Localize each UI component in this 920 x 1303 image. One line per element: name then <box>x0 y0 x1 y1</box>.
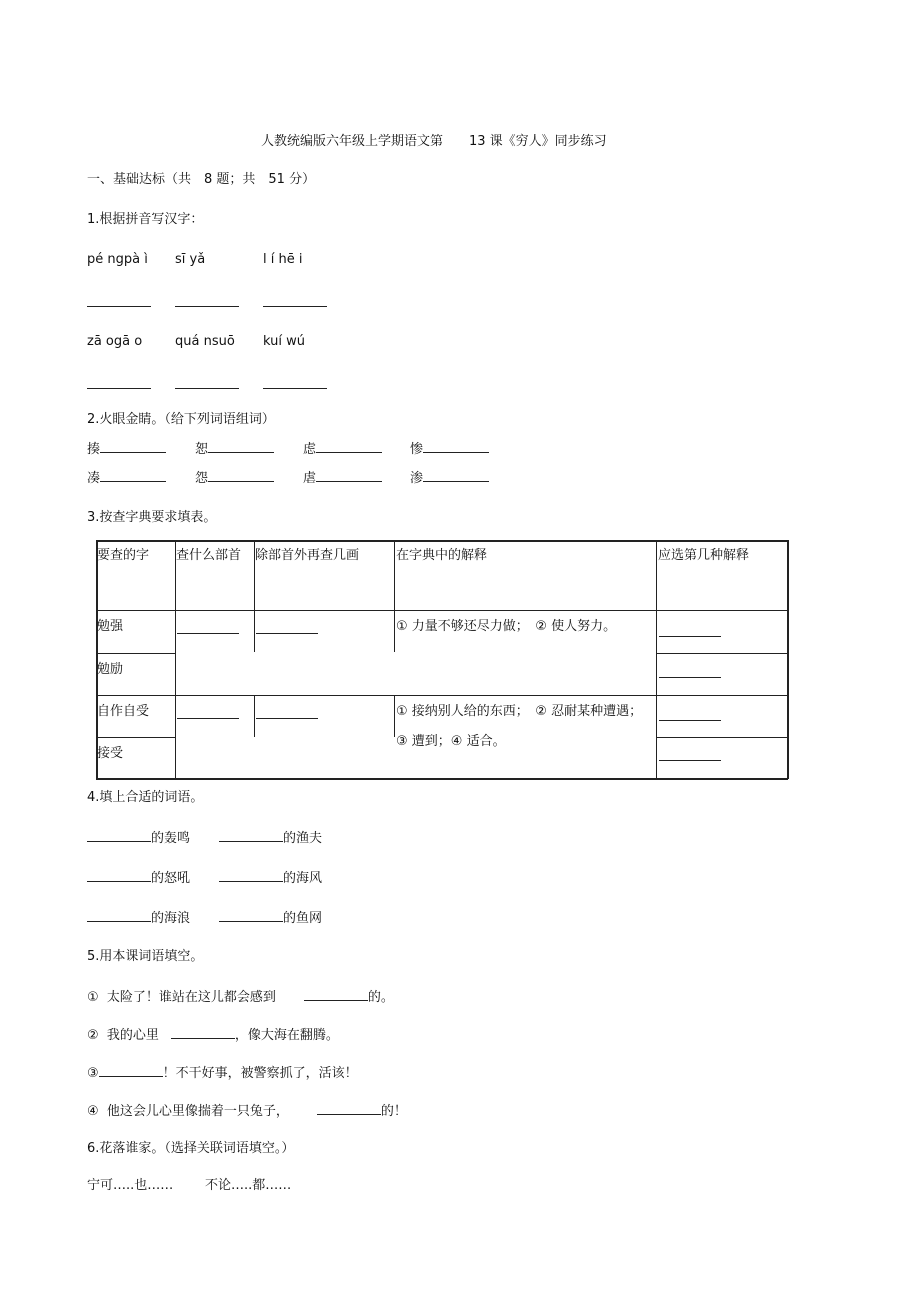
q1-prompt: 1.根据拼音写汉字： <box>87 212 204 227</box>
stroke-count-blank[interactable] <box>256 633 318 634</box>
q2-blank[interactable] <box>208 469 274 482</box>
q4-item <box>87 829 190 847</box>
q2-char <box>195 469 274 487</box>
q2-blank[interactable] <box>100 440 166 453</box>
q1-blank-5[interactable] <box>175 388 239 389</box>
section-heading: 一、基础达标（共 8 题；共 51 分） <box>87 172 316 187</box>
q1-blank-3[interactable] <box>263 306 327 307</box>
choice-blank[interactable] <box>659 760 721 761</box>
q1-pinyin-6: kuí wú <box>263 334 305 349</box>
page-title: 人教统编版六年级上学期语文第 13 课《穷人》同步练习 <box>261 134 607 149</box>
radical-blank[interactable] <box>177 633 239 634</box>
q2-char-label: 恕 <box>195 442 209 457</box>
table-header-cell: 应选第几种解释 <box>658 548 750 563</box>
choice-blank[interactable] <box>659 720 721 721</box>
q4-item <box>219 869 322 887</box>
q4-prompt: 4.填上合适的词语。 <box>87 790 204 805</box>
q1-pinyin-3: l í hē i <box>263 252 303 267</box>
q4-blank[interactable] <box>219 869 283 882</box>
q2-char-label: 惨 <box>410 442 424 457</box>
choice-blank[interactable] <box>659 677 721 678</box>
q6-option: 不论…..都…… <box>205 1178 292 1193</box>
table-explanation-cell: ① 接纳别人给的东西； ② 忍耐某种遭遇；③ 遭到；④ 适合。 <box>396 704 643 749</box>
q4-word: 的怒吼 <box>151 871 191 886</box>
q6-prompt: 6.花落谁家。（选择关联词语填空。） <box>87 1141 295 1156</box>
table-col-divider <box>656 540 657 779</box>
stroke-count-blank[interactable] <box>256 718 318 719</box>
q4-blank[interactable] <box>87 829 151 842</box>
q1-blank-4[interactable] <box>87 388 151 389</box>
q2-char-label: 揍 <box>87 442 101 457</box>
q4-word: 的轰鸣 <box>151 831 191 846</box>
q5-prompt: 5.用本课词语填空。 <box>87 949 204 964</box>
table-border-bottom <box>96 778 788 780</box>
q6-option: 宁可…..也…… <box>87 1178 174 1193</box>
q4-blank[interactable] <box>87 909 151 922</box>
q2-char <box>410 469 489 487</box>
q4-word: 的海浪 <box>151 911 191 926</box>
q1-blank-1[interactable] <box>87 306 151 307</box>
table-header-cell: 查什么部首 <box>176 548 242 563</box>
q2-blank[interactable] <box>423 440 489 453</box>
q1-blank-2[interactable] <box>175 306 239 307</box>
q2-blank[interactable] <box>316 440 382 453</box>
table-row-divider <box>96 737 175 738</box>
q4-blank[interactable] <box>219 829 283 842</box>
q2-char <box>87 440 166 458</box>
q5-text: ② 我的心里 <box>87 1028 159 1043</box>
q5-item <box>87 1102 407 1120</box>
q4-item <box>87 909 190 927</box>
table-word-cell: 接受 <box>97 746 124 761</box>
q5-text: ！不干好事，被警察抓了，活该！ <box>162 1066 358 1081</box>
q2-prompt: 2.火眼金睛。（给下列词语组词） <box>87 412 275 427</box>
q5-text: ④ 他这会儿心里像揣着一只兔子， <box>87 1104 289 1119</box>
q5-text: ③ <box>87 1066 99 1081</box>
q5-item <box>87 988 394 1006</box>
radical-blank[interactable] <box>177 718 239 719</box>
q1-pinyin-5: quá nsuō <box>175 334 235 349</box>
q2-char-label: 怨 <box>195 471 209 486</box>
q5-text: ，像大海在翻腾。 <box>234 1028 339 1043</box>
q2-char-label: 虐 <box>303 471 317 486</box>
table-col-divider <box>254 610 255 652</box>
table-row-divider <box>96 610 788 611</box>
q5-item <box>87 1026 339 1044</box>
q2-char <box>87 469 166 487</box>
q4-word: 的渔夫 <box>283 831 323 846</box>
table-col-divider <box>394 695 395 737</box>
table-row-divider <box>96 695 788 696</box>
table-border-right <box>787 540 789 779</box>
q5-blank[interactable] <box>304 988 368 1001</box>
table-row-divider <box>656 737 788 738</box>
q2-blank[interactable] <box>316 469 382 482</box>
q2-blank[interactable] <box>100 469 166 482</box>
q5-item <box>87 1064 358 1082</box>
q4-word: 的鱼网 <box>283 911 323 926</box>
q1-pinyin-4: zā ogā o <box>87 334 143 349</box>
table-header-cell: 在字典中的解释 <box>396 548 488 563</box>
q2-char <box>410 440 489 458</box>
q2-blank[interactable] <box>423 469 489 482</box>
q1-pinyin-1: pé ngpà ì <box>87 252 148 267</box>
table-word-cell: 勉励 <box>97 662 124 677</box>
q4-blank[interactable] <box>219 909 283 922</box>
table-explanation-cell: ① 力量不够还尽力做； ② 使人努力。 <box>396 619 617 634</box>
table-row-divider <box>96 653 175 654</box>
table-word-cell: 自作自受 <box>97 704 150 719</box>
q2-char-label: 虑 <box>303 442 317 457</box>
q5-blank[interactable] <box>317 1102 381 1115</box>
table-row-divider <box>656 653 788 654</box>
q4-item <box>219 829 322 847</box>
q2-char-label: 渗 <box>410 471 424 486</box>
choice-blank[interactable] <box>659 636 721 637</box>
table-header-cell: 要查的字 <box>97 548 150 563</box>
q2-blank[interactable] <box>208 440 274 453</box>
q2-char-label: 凑 <box>87 471 101 486</box>
q5-text: 的！ <box>380 1104 407 1119</box>
q1-pinyin-2: sī yǎ <box>175 252 206 267</box>
q5-blank[interactable] <box>99 1064 163 1077</box>
q2-char <box>195 440 274 458</box>
q4-item <box>87 869 190 887</box>
q4-word: 的海风 <box>283 871 323 886</box>
q4-blank[interactable] <box>87 869 151 882</box>
q3-prompt: 3.按查字典要求填表。 <box>87 510 217 525</box>
q5-text: 的。 <box>367 990 394 1005</box>
q4-item <box>219 909 322 927</box>
q1-blank-6[interactable] <box>263 388 327 389</box>
q2-char <box>303 440 382 458</box>
q2-char <box>303 469 382 487</box>
table-col-divider <box>254 695 255 737</box>
q5-blank[interactable] <box>171 1026 235 1039</box>
table-header-cell: 除部首外再查几画 <box>255 548 360 563</box>
q5-text: ① 太险了！谁站在这儿都会感到 <box>87 990 276 1005</box>
table-col-divider <box>394 610 395 652</box>
table-word-cell: 勉强 <box>97 619 124 634</box>
table-col-divider <box>394 540 395 611</box>
table-col-divider <box>175 540 176 779</box>
